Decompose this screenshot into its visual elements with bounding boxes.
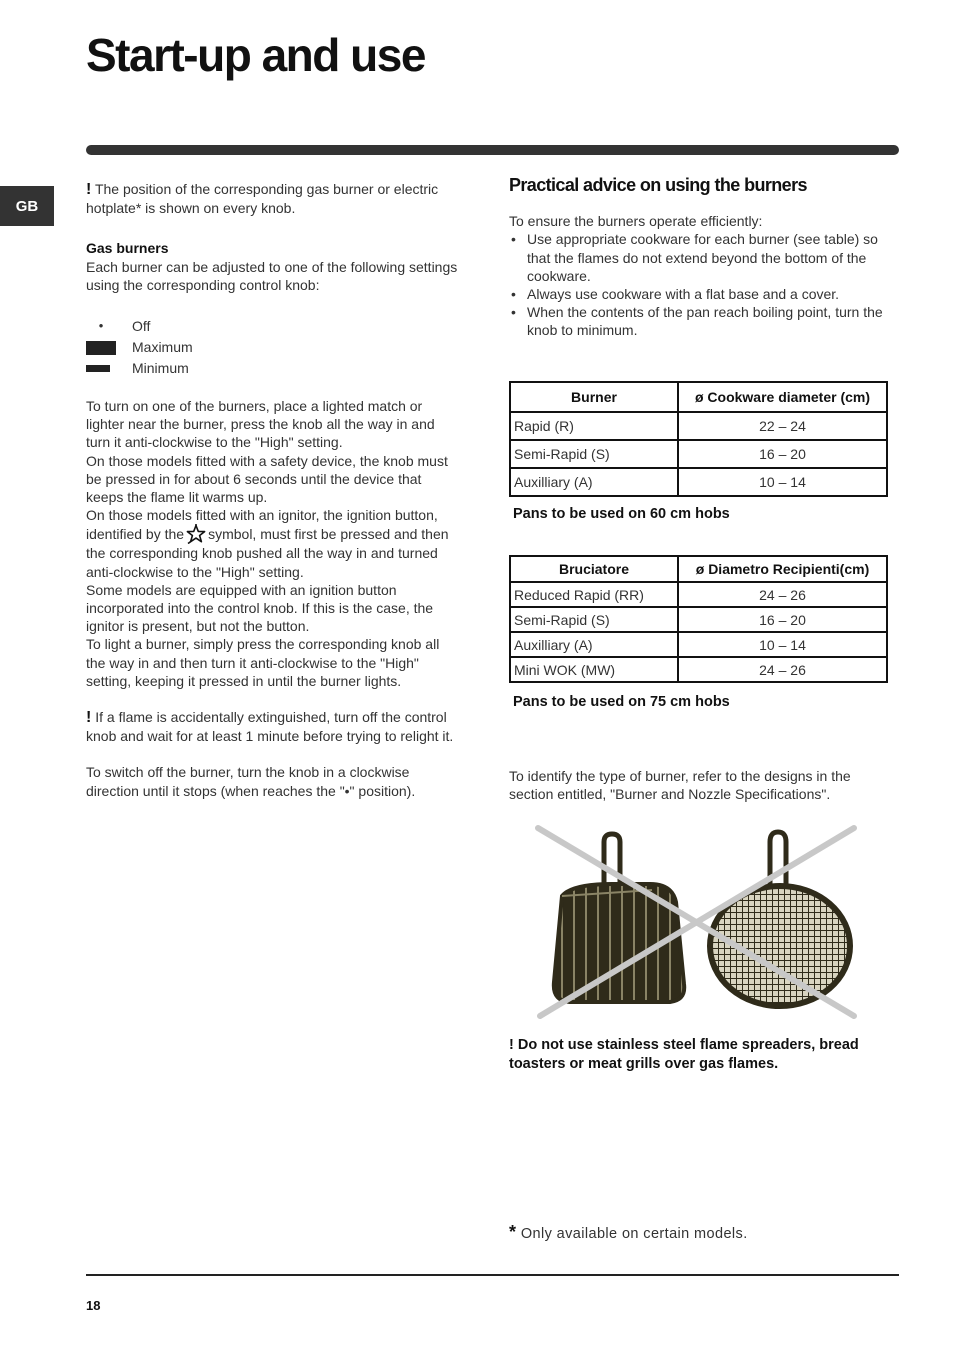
diameter-cell: 10 – 14 (678, 468, 887, 496)
advice-list (509, 230, 889, 339)
exclamation-mark: ! (86, 709, 92, 727)
advice-heading: Practical advice on using the burners (509, 175, 807, 195)
right-column (509, 176, 889, 340)
table-row (510, 440, 887, 468)
table-header-diameter: ø Diametro Recipienti(cm) (678, 556, 887, 582)
bread-toaster-icon (554, 834, 684, 1002)
table-row (510, 657, 887, 682)
flame-spreader-warning: ! Do not use stainless steel flame spreaders, bread toasters or meat grills over gas flames. (509, 1037, 859, 1072)
footnote (509, 1222, 748, 1243)
identify-burner-text: To identify the type of burner, refer to the designs in the section entitled, "Burner and Nozzle Specifications". (509, 768, 851, 803)
footer-rule (86, 1274, 899, 1276)
advice-intro: To ensure the burners operate efficiently: (509, 213, 763, 230)
ignitor-text-a: On those models fitted with an ignitor, the ignition button, identified by the (86, 507, 438, 543)
star-ignition-icon (186, 524, 206, 544)
diameter-cell: 16 – 20 (678, 440, 887, 468)
burner-name-cell: Auxilliary (A) (510, 632, 678, 657)
advice-item: • Always use cookware with a flat base and a cover. (509, 285, 889, 303)
knob-settings-list (86, 316, 462, 379)
advice-item: • Use appropriate cookware for each burner (see table) so that the flames do not extend beyond the bottom of the cookware. (509, 230, 889, 285)
table-row (510, 468, 887, 496)
table-60-caption: Pans to be used on 60 cm hobs (513, 506, 730, 522)
off-dot-icon: • (98, 318, 104, 334)
page-title: Start-up and use (86, 29, 425, 81)
table-row (510, 632, 887, 657)
setting-label: Minimum (132, 360, 189, 377)
setting-off (86, 316, 462, 337)
burner-name-cell: Rapid (R) (510, 412, 678, 440)
flame-warning-text: If a flame is accidentally extinguished, turn off the control knob and wait for at least 1 minute before trying to relight it. (86, 709, 454, 745)
gas-burners-text: Each burner can be adjusted to one of the following settings using the corresponding control knob: (86, 258, 458, 293)
prohibited-utensils-illustration (532, 822, 864, 1022)
table-header-burner: Burner (510, 382, 678, 412)
page-number: 18 (86, 1298, 101, 1313)
burner-name-cell: Semi-Rapid (S) (510, 440, 678, 468)
meat-grill-icon (710, 832, 850, 1006)
burner-name-cell: Mini WOK (MW) (510, 657, 678, 682)
setting-label: Maximum (132, 339, 193, 356)
maximum-flame-icon (86, 341, 116, 355)
table-header-burner: Bruciatore (510, 556, 678, 582)
left-column (86, 180, 462, 800)
setting-maximum (86, 337, 462, 358)
table-header-row (510, 382, 887, 412)
table-row (510, 607, 887, 632)
cookware-table-60cm (509, 381, 888, 497)
diameter-cell: 24 – 26 (678, 657, 887, 682)
table-header-row (510, 556, 887, 582)
cookware-table-75cm (509, 555, 888, 683)
flame-warning (86, 708, 462, 745)
exclamation-mark: ! (86, 181, 92, 198)
burner-name-cell: Semi-Rapid (S) (510, 607, 678, 632)
lighting-paragraph-5: To light a burner, simply press the corresponding knob all the way in and then turn it anti-clockwise to the "High" setting, keeping it pressed in until the burner lights. (86, 636, 440, 689)
diameter-cell: 22 – 24 (678, 412, 887, 440)
diameter-cell: 16 – 20 (678, 607, 887, 632)
burner-name-cell: Auxilliary (A) (510, 468, 678, 496)
switch-off-text: To switch off the burner, turn the knob in a clockwise direction until it stops (when reaches the "•" position). (86, 764, 416, 799)
header-rule (86, 145, 899, 155)
ignitor-text-b: symbol, must first be pressed and then the corresponding knob pushed all the way in and turned anti-clockwise to the "High" setting. (86, 526, 449, 580)
diameter-cell: 24 – 26 (678, 582, 887, 607)
table-row (510, 412, 887, 440)
setting-minimum (86, 358, 462, 379)
advice-item: • When the contents of the pan reach boiling point, turn the knob to minimum. (509, 303, 889, 339)
table-75-caption: Pans to be used on 75 cm hobs (513, 694, 730, 710)
footnote-text: Only available on certain models. (516, 1226, 748, 1242)
footnote-asterisk: * (509, 1222, 517, 1242)
lighting-paragraph-2: On those models fitted with a safety device, the knob must be pressed in for about 6 seconds until the device that keeps the flame lit warms up. (86, 452, 448, 506)
intro-note (86, 180, 462, 217)
setting-label: Off (132, 318, 151, 335)
gas-burners-heading: Gas burners (86, 240, 169, 257)
intro-text: The position of the corresponding gas burner or electric hotplate* is shown on every knob. (86, 181, 439, 217)
language-tab: GB (0, 186, 54, 226)
lighting-paragraph-1: To turn on one of the burners, place a lighted match or lighter near the burner, press the knob all the way in and turn it anti-clockwise to the "High" setting. (86, 398, 435, 451)
minimum-flame-icon (86, 365, 110, 372)
table-row (510, 582, 887, 607)
table-header-diameter: ø Cookware diameter (cm) (678, 382, 887, 412)
burner-name-cell: Reduced Rapid (RR) (510, 582, 678, 607)
lighting-paragraph-3 (86, 506, 462, 581)
lighting-paragraph-4: Some models are equipped with an ignition button incorporated into the control knob. If this is the case, the ignitor is present, but not the button. (86, 581, 434, 635)
diameter-cell: 10 – 14 (678, 632, 887, 657)
